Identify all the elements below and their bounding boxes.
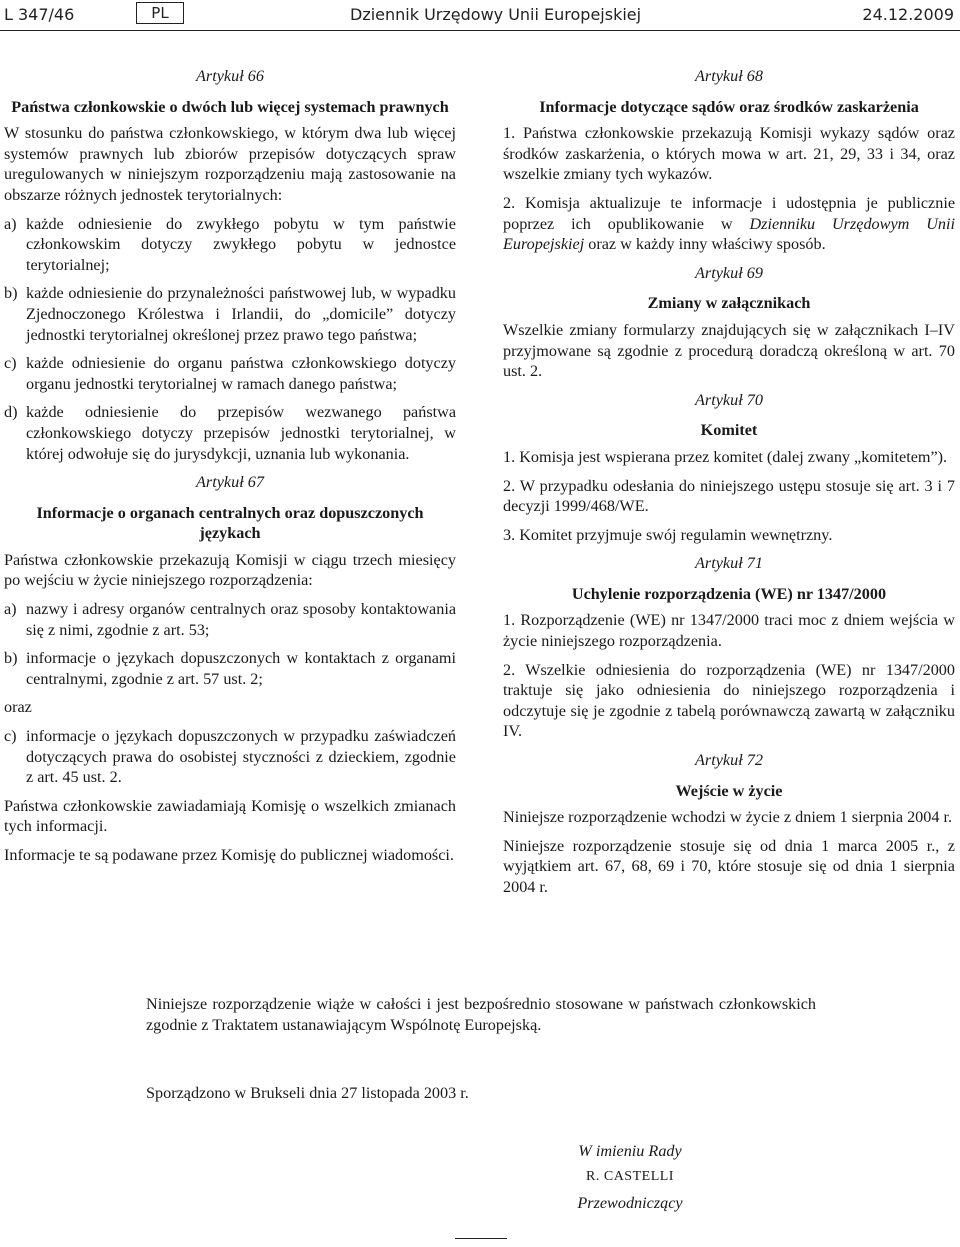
article-72-para-2: Niniejsze rozporządzenie stosuje się od dnia 1 marca 2005 r., z wyjątkiem art. 67, 68, 69 i 70, które stosuje się od dnia 1 sierpnia 2004 r. — [503, 836, 955, 896]
binding-clause: Niniejsze rozporządzenie wiąże w całości i jest bezpośrednio stosowane w państwach członkowskich zgodnie z Traktatem ustanawiającym Wspólnotę Europejską. — [146, 995, 816, 1034]
article-70-para-1: 1. Komisja jest wspierana przez komitet (dalej zwany „komitetem”). — [503, 447, 948, 466]
left-column — [4, 62, 456, 874]
list-item: c) informacje o językach dopuszczonych w przypadku zaświadczeń dotyczących prawa do osobistej styczności z dzieckiem, zgodnie z art. 45 ust. 2. — [4, 727, 456, 787]
list-item: b) każde odniesienie do przynależności państwowej lub, w wypadku Zjednoczonego Królestwa i Irlandii, do „domicile” dotyczy jednostki terytorialnej określonej przez prawo tego państwa; — [4, 284, 456, 344]
article-67-para-1: Państwa członkowskie zawiadamiają Komisję o wszelkich zmianach tych informacji. — [4, 796, 456, 836]
article-71-label: Artykuł 71 — [695, 554, 763, 573]
journal-title: Dziennik Urzędowy Unii Europejskiej — [350, 5, 642, 24]
signatory-role: Przewodniczący — [577, 1194, 683, 1212]
article-70-title: Komitet — [700, 421, 758, 440]
list-item: a) każde odniesienie do zwykłego pobytu w tym państwie członkowskim dotyczy zwykłego pobytu w jednostce terytorialnej; — [4, 214, 456, 274]
article-72-label: Artykuł 72 — [695, 751, 763, 770]
article-71-para-1: 1. Rozporządzenie (WE) nr 1347/2000 traci moc z dniem wejścia w życie niniejszego rozporządzenia. — [503, 611, 955, 651]
page-header — [0, 0, 960, 34]
article-67-title: Informacje o organach centralnych oraz dopuszczonych językach — [36, 503, 424, 543]
article-70-para-3: 3. Komitet przyjmuje swój regulamin wewnętrzny. — [503, 525, 833, 544]
list-item: d) każde odniesienie do przepisów wezwanego państwa członkowskiego dotyczy przepisów jednostki terytorialnej, w której odwołuje się do jurysdykcji, uznania lub wykonania. — [4, 403, 456, 463]
signature-block — [520, 1138, 740, 1216]
article-71-para-2: 2. Wszelkie odniesienia do rozporządzenia (WE) nr 1347/2000 traktuje się jako odniesienia do niniejszego rozporządzenia i odczytuje się je zgodnie z tabelą porównawczą zawartą w załączniku IV. — [503, 660, 955, 741]
publication-date: 24.12.2009 — [862, 5, 954, 24]
article-68-title: Informacje dotyczące sądów oraz środków zaskarżenia — [539, 97, 919, 116]
article-66-title: Państwa członkowskie o dwóch lub więcej systemach prawnych — [11, 97, 449, 116]
article-67-intro: Państwa członkowskie przekazują Komisji w ciągu trzech miesięcy po wejściu w życie niniejszego rozporządzenia: — [4, 550, 456, 590]
signature-on-behalf: W imieniu Rady — [578, 1142, 682, 1160]
article-68-para-1: 1. Państwa członkowskie przekazują Komisji wykazy sądów oraz środków zaskarżenia, o których mowa w art. 21, 29, 33 i 34, oraz wszelkie zmiany tych wykazów. — [503, 124, 955, 184]
article-69-title: Zmiany w załącznikach — [647, 294, 811, 313]
article-68-label: Artykuł 68 — [695, 67, 763, 85]
conjunction-oraz: oraz — [4, 698, 32, 717]
article-71-title: Uchylenie rozporządzenia (WE) nr 1347/2000 — [571, 584, 887, 603]
list-item: a) nazwy i adresy organów centralnych oraz sposoby kontaktowania się z nimi, zgodnie z art. 53; — [4, 600, 456, 639]
page-reference: L 347/46 — [4, 5, 75, 24]
article-70-label: Artykuł 70 — [695, 390, 763, 409]
list-item: b) informacje o językach dopuszczonych w kontaktach z organami centralnymi, zgodnie z art. 57 ust. 2; — [4, 649, 456, 688]
end-rule — [455, 1238, 507, 1239]
article-69-label: Artykuł 69 — [695, 263, 763, 282]
language-box: PL — [136, 2, 184, 24]
journal-name-italic: Dzienniku Urzędowym Unii Europejskiej — [503, 214, 955, 254]
article-67-label: Artykuł 67 — [196, 473, 264, 492]
article-72-para-1: Niniejsze rozporządzenie wchodzi w życie z dniem 1 sierpnia 2004 r. — [503, 808, 953, 827]
place-and-date: Sporządzono w Brukseli dnia 27 listopada 2003 r. — [146, 1084, 469, 1102]
article-72-title: Wejście w życie — [675, 781, 783, 800]
article-66-intro: W stosunku do państwa członkowskiego, w którym dwa lub więcej systemów prawnych lub zbiorów przepisów dotyczących spraw uregulowanych w niniejszym rozporządzeniu mają zastosowanie na obszarze różnych jednostek terytorialnych: — [4, 124, 456, 204]
article-69-para-1: Wszelkie zmiany formularzy znajdujących się w załącznikach I–IV przyjmowane są zgodnie z procedurą doradczą określoną w art. 70 ust. 2. — [503, 320, 955, 381]
right-column — [503, 62, 955, 906]
article-67-para-2: Informacje te są podawane przez Komisję do publicznej wiadomości. — [4, 846, 454, 864]
article-66-label: Artykuł 66 — [196, 67, 264, 85]
article-68-para-2: 2. Komisja aktualizuje te informacje i udostępnia je publicznie poprzez ich opublikowanie w Dzienniku Urzędowym Unii Europejskiej oraz w każdy inny właściwy sposób. — [503, 193, 955, 254]
article-70-para-2: 2. W przypadku odesłania do niniejszego ustępu stosuje się art. 3 i 7 decyzji 1999/468/WE. — [503, 476, 955, 516]
header-rule — [0, 30, 960, 31]
signatory-name: R. CASTELLI — [586, 1169, 674, 1184]
list-item: c) każde odniesienie do organu państwa członkowskiego dotyczy organu jednostki terytorialnej w ramach danego państwa; — [4, 354, 456, 393]
